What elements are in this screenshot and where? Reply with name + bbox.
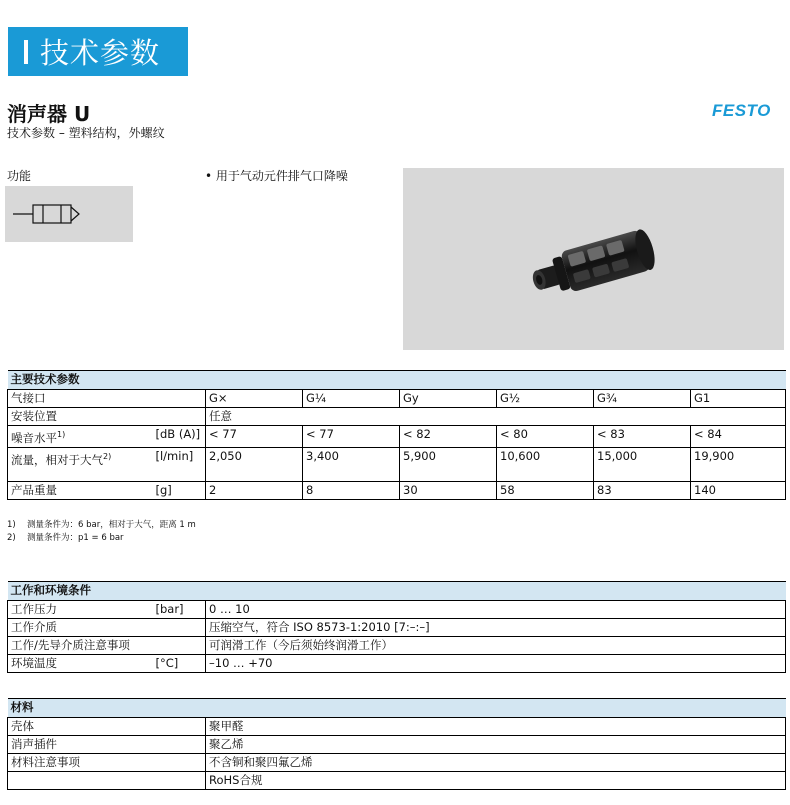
table-cell: < 82 [400, 426, 497, 448]
silencer-symbol [5, 186, 133, 242]
banner-bar [24, 40, 28, 64]
festo-logo: FESTO [712, 101, 771, 120]
footnote-text: 测量条件为：p1 = 6 bar [27, 533, 124, 543]
main-table-heading-row [8, 371, 786, 390]
env-table-heading: 工作和环境条件 [8, 582, 786, 601]
table-row [8, 408, 786, 426]
table-cell: < 77 [206, 426, 303, 448]
material-table-heading-row [8, 699, 786, 718]
table-row [8, 772, 786, 790]
table-cell: 2 [206, 481, 303, 499]
product-photo [403, 168, 784, 350]
table-cell: < 84 [691, 426, 786, 448]
row-label [8, 772, 206, 790]
product-title: 消声器 U [7, 102, 91, 126]
env-spec-table [7, 581, 786, 673]
section-banner [8, 27, 188, 76]
table-cell: 140 [691, 481, 786, 499]
main-table-heading: 主要技术参数 [8, 371, 786, 390]
silencer-symbol-icon [5, 186, 133, 242]
row-unit: [l/min] [153, 447, 206, 481]
table-cell: RoHS合规 [206, 772, 786, 790]
row-label [8, 426, 153, 448]
row-label: 工作压力 [8, 601, 153, 619]
footnote-text: 测量条件为：6 bar，相对于大气，距离 1 m [27, 520, 196, 530]
row-unit: [g] [153, 481, 206, 499]
table-row [8, 447, 786, 481]
footnote-number: 2) [7, 533, 16, 543]
table-cell: 3,400 [303, 447, 400, 481]
column-header: G½ [497, 390, 594, 408]
table-cell: 任意 [206, 408, 786, 426]
table-cell: 不含铜和聚四氟乙烯 [206, 754, 786, 772]
row-unit: [dB (A)] [153, 426, 206, 448]
column-header: G¼ [303, 390, 400, 408]
row-unit [153, 408, 206, 426]
table-cell: 8 [303, 481, 400, 499]
table-row [8, 754, 786, 772]
row-unit: [bar] [153, 601, 206, 619]
material-table-heading: 材料 [8, 699, 786, 718]
table-cell: 83 [594, 481, 691, 499]
footnote-ref: 2) [103, 451, 112, 461]
row-label: 环境温度 [8, 655, 153, 673]
banner-title: 技术参数 [40, 36, 161, 70]
row-label: 工作/先导介质注意事项 [8, 637, 153, 655]
table-cell: 10,600 [497, 447, 594, 481]
table-cell: 30 [400, 481, 497, 499]
row-label: 安装位置 [8, 408, 153, 426]
table-row [8, 390, 786, 408]
row-unit [153, 637, 206, 655]
table-cell: 压缩空气，符合 ISO 8573-1:2010 [7:–:–] [206, 619, 786, 637]
table-cell: 聚甲醛 [206, 718, 786, 736]
table-cell: 58 [497, 481, 594, 499]
table-row [8, 655, 786, 673]
column-header: G¾ [594, 390, 691, 408]
row-label-text: 流量，相对于大气 [11, 452, 103, 467]
row-unit [153, 619, 206, 637]
footnote [7, 518, 196, 530]
table-cell: 5,900 [400, 447, 497, 481]
table-row [8, 601, 786, 619]
row-label: 产品重量 [8, 481, 153, 499]
column-header: G1 [691, 390, 786, 408]
row-label [8, 447, 153, 481]
table-cell: 15,000 [594, 447, 691, 481]
product-subtitle: 技术参数 – 塑料结构，外螺纹 [7, 126, 165, 140]
silencer-photo-icon [403, 168, 784, 350]
table-cell: < 80 [497, 426, 594, 448]
footnote-number: 1) [7, 520, 16, 530]
row-label: 壳体 [8, 718, 206, 736]
table-cell: < 83 [594, 426, 691, 448]
footnote [7, 531, 124, 543]
row-label: 消声插件 [8, 736, 206, 754]
table-row [8, 637, 786, 655]
function-bullet: • 用于气动元件排气口降噪 [205, 169, 348, 183]
footnote-ref: 1) [57, 430, 66, 439]
row-label: 材料注意事项 [8, 754, 206, 772]
table-row [8, 426, 786, 448]
table-cell: 聚乙烯 [206, 736, 786, 754]
row-label-text: 噪音水平 [11, 430, 57, 445]
column-header: 气接口 [8, 390, 206, 408]
table-cell: 0 … 10 [206, 601, 786, 619]
row-unit: [°C] [153, 655, 206, 673]
table-cell: < 77 [303, 426, 400, 448]
table-row [8, 736, 786, 754]
column-header: G× [206, 390, 303, 408]
table-cell: 2,050 [206, 447, 303, 481]
column-header: Gy [400, 390, 497, 408]
table-cell: 可润滑工作（今后须始终润滑工作） [206, 637, 786, 655]
table-row [8, 718, 786, 736]
function-label: 功能 [7, 169, 32, 183]
env-table-heading-row [8, 582, 786, 601]
table-row [8, 619, 786, 637]
material-spec-table [7, 698, 786, 790]
main-spec-table [7, 370, 786, 500]
table-cell: –10 … +70 [206, 655, 786, 673]
row-label: 工作介质 [8, 619, 153, 637]
table-row [8, 481, 786, 499]
table-cell: 19,900 [691, 447, 786, 481]
